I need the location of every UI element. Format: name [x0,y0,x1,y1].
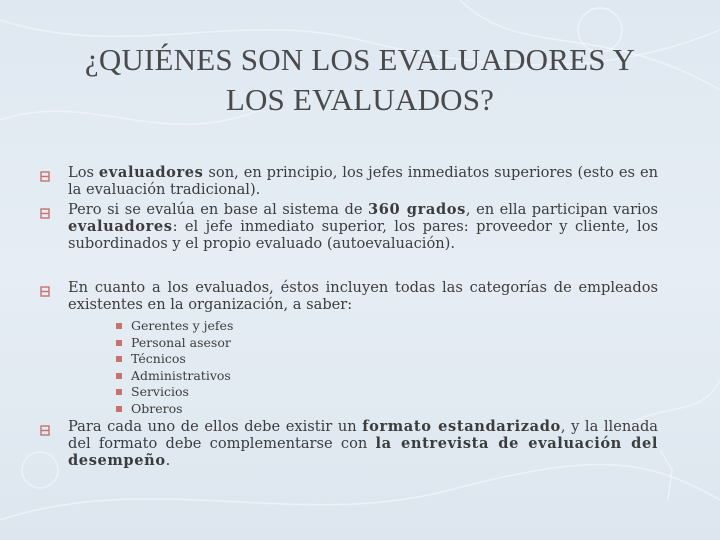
square-bullet-icon [116,406,122,412]
list-item [116,368,233,385]
paragraph-evaluadores [68,164,658,198]
list-item-label: Obreros [131,400,183,416]
list-item-label: Gerentes y jefes [131,318,234,333]
text: , en ella participan varios [465,201,658,218]
paragraph-360-grados [68,201,658,252]
emphasis: evaluadores [98,164,204,181]
list-item-label: Administrativos [131,367,231,383]
slide-title: ¿QUIÉNES SON LOS EVALUADORES Y LOS EVALUADOS? [84,42,636,117]
list-item [116,384,233,401]
square-bullet-icon [40,170,50,183]
square-bullet-icon [116,373,122,379]
text: . [165,452,171,469]
emphasis: formato estandarizado [362,418,561,435]
square-bullet-icon [116,389,122,395]
list-item-label: Servicios [131,384,189,399]
text: : el jefe inmediato superior, los pares: proveedor y cliente, los subordinados y el propio evaluado (autoevaluación). [68,218,658,252]
list-item-label: Técnicos [131,351,186,366]
paragraph-formato [68,418,658,469]
employee-categories-list [116,318,233,417]
text: son, en principio, los jefes inmediatos superiores (esto es en la evaluación tradicional). [68,164,659,198]
text: Para cada uno de ellos debe existir un [68,418,363,435]
list-item [116,401,233,418]
list-item [116,335,233,352]
emphasis: evaluadores [68,218,173,235]
text: Los [68,164,99,181]
square-bullet-icon [40,424,50,437]
square-bullet-icon [116,323,122,329]
square-bullet-icon [40,207,50,220]
text: , y la llenada del formato debe complementarse con [68,418,658,452]
emphasis: la entrevista de evaluación del desempeño [68,435,658,469]
paragraph-evaluados: En cuanto a los evaluados, éstos incluyen todas las categorías de empleados existentes en la organización, a saber: [68,279,658,313]
square-bullet-icon [40,285,50,298]
emphasis: 360 grados [368,201,466,218]
list-item-label: Personal asesor [131,334,231,350]
list-item [116,351,233,368]
square-bullet-icon [116,340,122,346]
list-item [116,318,233,335]
square-bullet-icon [116,356,122,362]
text: Pero si se evalúa en base al sistema de [68,201,368,218]
